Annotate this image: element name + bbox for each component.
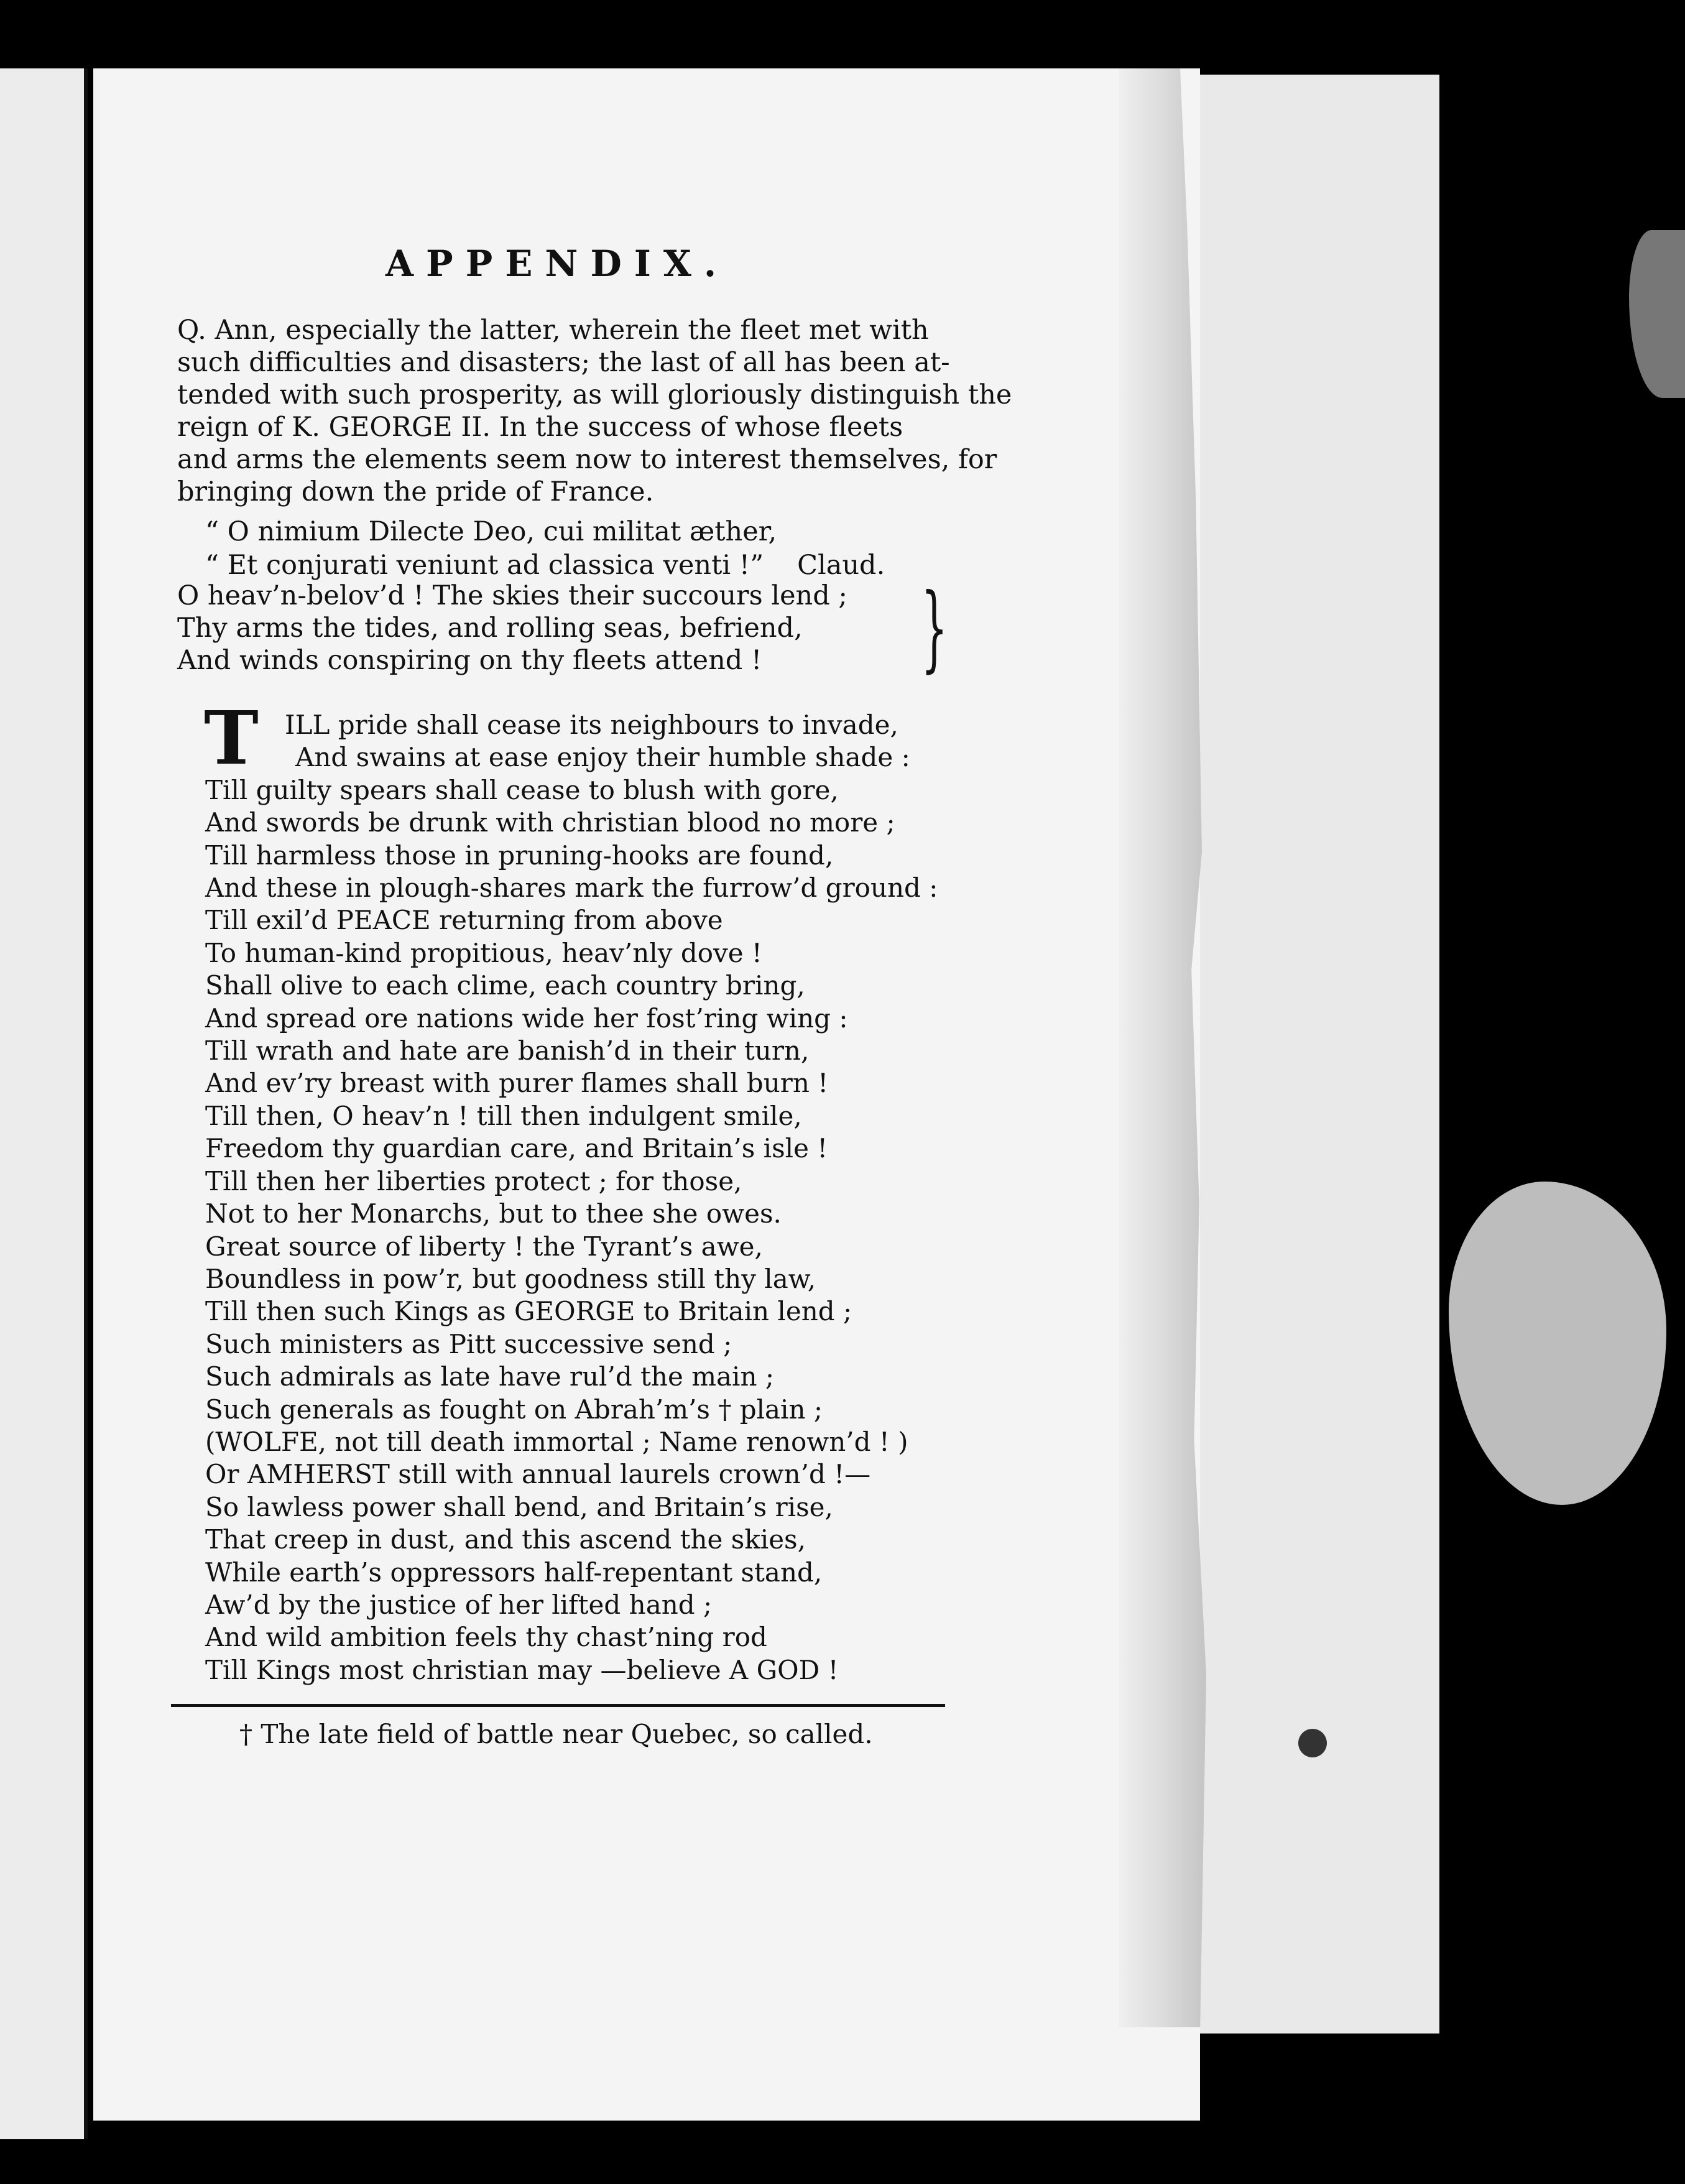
prose-paragraph <box>177 314 1012 508</box>
poem-line: Till then such Kings as GEORGE to Britain lend ; <box>205 1296 852 1327</box>
prose-line: such difficulties and disasters; the last of all has been at- <box>177 347 950 378</box>
prose-line: reign of K. GEORGE II. In the success of whose fleets <box>177 412 903 443</box>
verse-line: And winds conspiring on thy fleets attend ! <box>177 645 762 676</box>
poem-line: Aw’d by the justice of her lifted hand ; <box>205 1589 713 1620</box>
latin-line: “ O nimium Dilecte Deo, cui militat æther, <box>205 516 777 547</box>
poem-line: And swords be drunk with christian blood no more ; <box>205 807 895 838</box>
verse-line: Thy arms the tides, and rolling seas, befriend, <box>177 613 803 644</box>
poem-line: (WOLFE, not till death immortal ; Name renown’d ! ) <box>205 1426 908 1457</box>
poem-line: And these in plough-shares mark the furrow’d ground : <box>205 872 938 904</box>
poem-line: Till harmless those in pruning-hooks are found, <box>205 840 834 871</box>
poem-line: ILL pride shall cease its neighbours to invade, <box>285 710 898 740</box>
poem-line: And wild ambition feels thy chast’ning rod <box>205 1622 767 1653</box>
page-heading: APPENDIX. <box>385 243 729 285</box>
drop-cap: T <box>204 695 259 781</box>
poem-line: Great source of liberty ! the Tyrant’s awe, <box>205 1231 763 1262</box>
ink-spot <box>1298 1729 1327 1757</box>
poem-line: Or AMHERST still with annual laurels crown’d !— <box>205 1459 871 1490</box>
latin-source: Claud. <box>797 550 885 581</box>
poem-line: So lawless power shall bend, and Britain’s rise, <box>205 1491 833 1522</box>
prose-line: tended with such prosperity, as will gloriously distinguish the <box>177 379 1012 410</box>
poem-line: And ev’ry breast with purer flames shall burn ! <box>205 1068 829 1099</box>
verse-brace: } <box>921 574 948 682</box>
poem-line: Till guilty spears shall cease to blush with gore, <box>205 774 839 805</box>
poem-line: Till wrath and hate are banish’d in their turn, <box>205 1035 810 1067</box>
poem-line: Till then her liberties protect ; for those, <box>205 1165 742 1196</box>
latin-quotation <box>205 515 885 582</box>
poem-line: Till Kings most christian may —believe A GOD ! <box>205 1654 839 1685</box>
translation-verse <box>177 580 847 677</box>
stain-mark-small <box>1629 230 1685 398</box>
poem-line: Not to her Monarchs, but to thee she owes. <box>205 1198 782 1229</box>
footnote-rule <box>171 1704 945 1707</box>
poem-line: Till then, O heav’n ! till then indulgent smile, <box>205 1100 802 1131</box>
poem-line: While earth’s oppressors half-repentant stand, <box>205 1557 823 1588</box>
latin-line-text: “ Et conjurati veniunt ad classica venti !” <box>205 550 764 581</box>
facing-page-edge <box>0 68 88 2139</box>
prose-line: and arms the elements seem now to interest themselves, for <box>177 444 997 475</box>
poem-line: That creep in dust, and this ascend the skies, <box>205 1524 806 1555</box>
poem-line: And spread ore nations wide her fost’ring wing : <box>205 1002 848 1034</box>
poem <box>205 709 938 1687</box>
poem-line: Till exil’d PEACE returning from above <box>205 905 723 936</box>
poem-line: Freedom thy guardian care, and Britain’s isle ! <box>205 1133 828 1164</box>
poem-line: To human-kind propitious, heav’nly dove ! <box>205 937 762 968</box>
poem-line: Shall olive to each clime, each country bring, <box>205 970 805 1001</box>
poem-line: Boundless in pow’r, but goodness still thy law, <box>205 1263 816 1294</box>
poem-line: Such generals as fought on Abrah’m’s † plain ; <box>205 1394 823 1425</box>
verse-line: O heav’n-belov’d ! The skies their succours lend ; <box>177 580 847 611</box>
prose-line: bringing down the pride of France. <box>177 476 654 507</box>
poem-line: And swains at ease enjoy their humble shade : <box>295 742 910 773</box>
prose-line: Q. Ann, especially the latter, wherein the fleet met with <box>177 315 929 346</box>
poem-line: Such ministers as Pitt successive send ; <box>205 1328 732 1359</box>
latin-line <box>205 548 885 582</box>
stain-mark <box>1449 1182 1666 1505</box>
poem-line: Such admirals as late have rul’d the main ; <box>205 1361 775 1392</box>
footnote: † The late field of battle near Quebec, so called. <box>239 1719 873 1749</box>
